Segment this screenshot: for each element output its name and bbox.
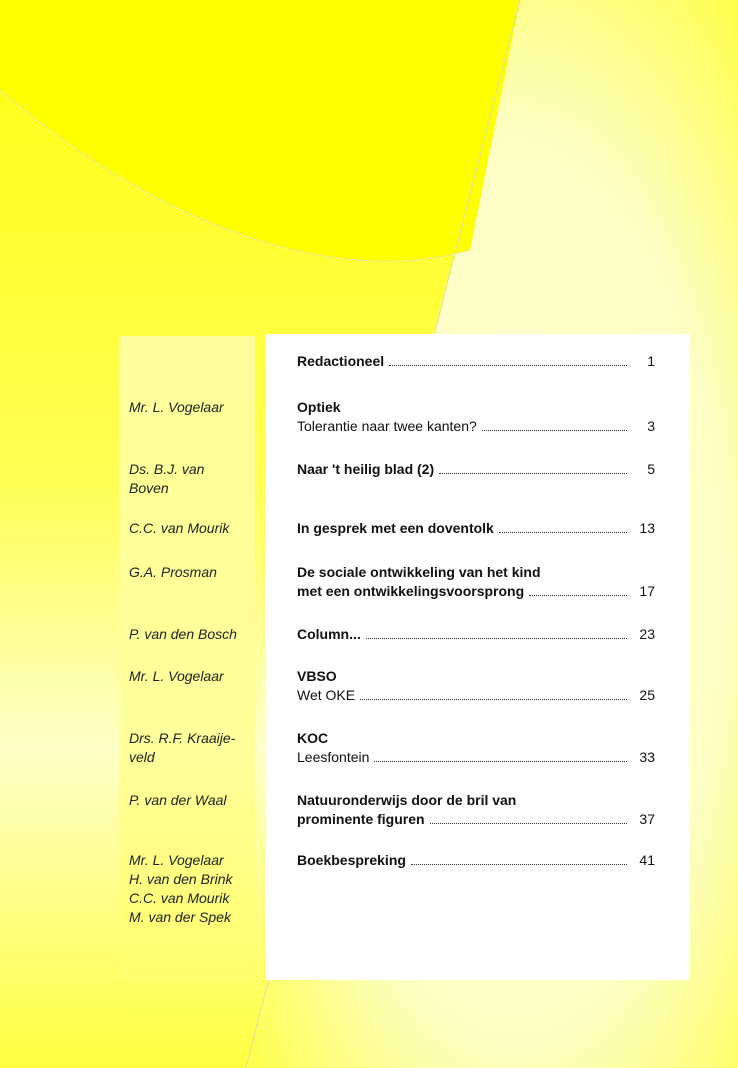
toc-author bbox=[129, 460, 259, 498]
toc-heading: prominente figuren bbox=[297, 811, 425, 827]
dot-leader bbox=[499, 532, 627, 533]
toc-author-line: Drs. R.F. Kraaije- bbox=[129, 730, 236, 746]
dot-leader bbox=[482, 430, 627, 431]
toc-page-number: 41 bbox=[639, 852, 655, 868]
toc-entry-in-gesprek[interactable] bbox=[297, 519, 655, 538]
toc-entry-redactioneel[interactable] bbox=[297, 352, 655, 371]
toc-entry-koc[interactable] bbox=[297, 729, 655, 767]
toc-author-line: M. van der Spek bbox=[129, 909, 231, 925]
toc-heading: Naar 't heilig blad (2) bbox=[297, 461, 435, 477]
toc-heading: Column... bbox=[297, 626, 361, 642]
toc-author: G.A. Prosman bbox=[129, 564, 217, 580]
dot-leader bbox=[529, 595, 627, 596]
toc-heading: In gesprek met een doventolk bbox=[297, 520, 494, 536]
toc-heading: met een ontwikkelingsvoorsprong bbox=[297, 583, 525, 599]
toc-heading: Natuuronderwijs door de bril van bbox=[297, 792, 517, 808]
toc-heading: VBSO bbox=[297, 668, 337, 684]
toc-heading: KOC bbox=[297, 730, 329, 746]
toc-heading: Optiek bbox=[297, 399, 341, 415]
toc-author-line: Ds. B.J. van bbox=[129, 461, 205, 477]
toc-entry-column[interactable] bbox=[297, 625, 655, 644]
toc-author-line: H. van den Brink bbox=[129, 871, 233, 887]
toc-entry-optiek[interactable] bbox=[297, 398, 655, 436]
dot-leader bbox=[389, 365, 627, 366]
toc-heading: Redactioneel bbox=[297, 353, 385, 369]
toc-author: Mr. L. Vogelaar bbox=[129, 668, 224, 684]
toc-heading: Boekbespreking bbox=[297, 852, 406, 868]
dot-leader bbox=[439, 473, 627, 474]
toc-subtitle: Leesfontein bbox=[297, 749, 370, 765]
toc-page-number: 13 bbox=[639, 520, 655, 536]
toc-entry-vbso[interactable] bbox=[297, 667, 655, 705]
toc-heading: De sociale ontwikkeling van het kind bbox=[297, 564, 541, 580]
toc-author-line: Mr. L. Vogelaar bbox=[129, 852, 224, 868]
toc-author bbox=[129, 851, 259, 927]
toc-page-number: 1 bbox=[647, 353, 655, 369]
dot-leader bbox=[430, 823, 627, 824]
toc-author: P. van den Bosch bbox=[129, 626, 237, 642]
toc-entry-boekbespreking[interactable] bbox=[297, 851, 655, 870]
toc-page-number: 37 bbox=[639, 811, 655, 827]
toc-page-number: 23 bbox=[639, 626, 655, 642]
toc-author bbox=[129, 729, 259, 767]
toc-author-line: C.C. van Mourik bbox=[129, 890, 230, 906]
toc-page-number: 17 bbox=[639, 583, 655, 599]
dot-leader bbox=[366, 638, 627, 639]
dot-leader bbox=[360, 699, 627, 700]
toc-author-line: veld bbox=[129, 749, 155, 765]
toc-entry-naar-t-heilig-blad[interactable] bbox=[297, 460, 655, 479]
toc-entry-natuuronderwijs[interactable] bbox=[297, 791, 655, 829]
toc-entry-sociale-ontwikkeling[interactable] bbox=[297, 563, 655, 601]
dot-leader bbox=[411, 864, 627, 865]
toc-page-number: 5 bbox=[647, 461, 655, 477]
toc-author: P. van der Waal bbox=[129, 792, 227, 808]
toc-author: C.C. van Mourik bbox=[129, 520, 230, 536]
toc-page-number: 25 bbox=[639, 687, 655, 703]
toc-subtitle: Tolerantie naar twee kanten? bbox=[297, 418, 477, 434]
toc-page-number: 3 bbox=[647, 418, 655, 434]
toc-subtitle: Wet OKE bbox=[297, 687, 356, 703]
toc-author: Mr. L. Vogelaar bbox=[129, 399, 224, 415]
toc-page-number: 33 bbox=[639, 749, 655, 765]
toc-author-line: Boven bbox=[129, 480, 169, 496]
dot-leader bbox=[374, 761, 627, 762]
